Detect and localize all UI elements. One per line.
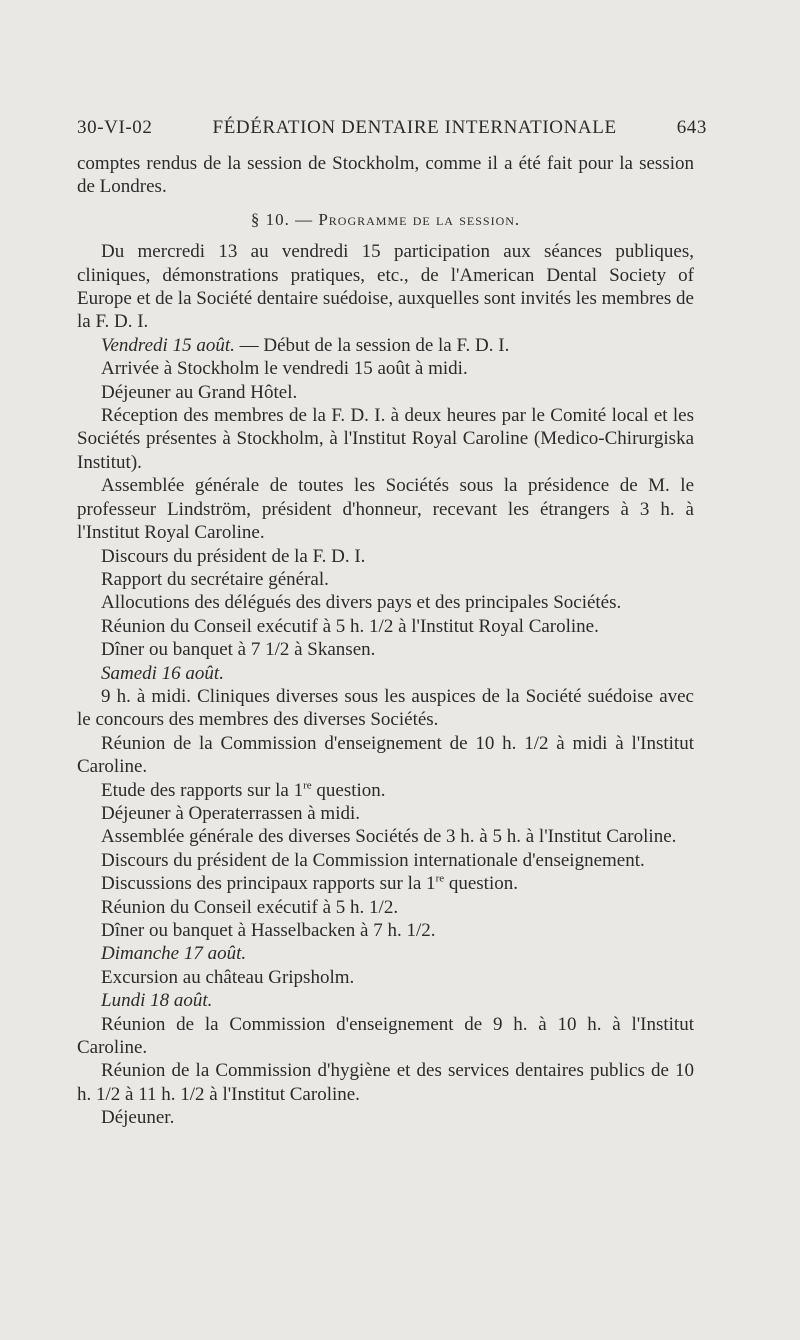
superscript: re (435, 872, 445, 885)
paragraph: Dîner ou banquet à 7 1/2 à Skansen. (101, 639, 376, 661)
day-heading-sunday: Dimanche 17 août. (101, 943, 247, 965)
superscript: re (303, 779, 312, 792)
day-heading-saturday: Samedi 16 août. (101, 662, 224, 684)
paragraph: Réunion de la Commission d'enseignement de 9 h. à 10 h. à l'Institut Caroline. (77, 1013, 694, 1059)
day-heading-rest: — Début de la session de la F. D. I. (234, 334, 510, 356)
day-heading-friday (77, 334, 694, 357)
paragraph: Discours du président de la F. D. I. (101, 545, 366, 567)
paragraph: Excursion au château Gripsholm. (101, 966, 355, 988)
header-title: FÉDÉRATION DENTAIRE INTERNATIONALE (212, 117, 617, 138)
paragraph: Déjeuner. (101, 1107, 175, 1129)
text-run: question. (311, 779, 386, 801)
paragraph: Du mercredi 13 au vendredi 15 participation aux séances publiques, cliniques, démonstrations pratiques, etc., de l'American Dental Society of Europe et de la Société dentaire suédoise, auxquelles sont invités les membres de la F. D. I. (77, 241, 694, 333)
text-run: Discussions des principaux rapports sur la 1 (101, 873, 436, 895)
paragraph: Arrivée à Stockholm le vendredi 15 août à midi. (101, 358, 468, 380)
paragraph: Rapport du secrétaire général. (101, 568, 329, 590)
paragraph: Assemblée générale de toutes les Sociétés sous la présidence de M. le professeur Lindström, président d'honneur, recevant les étrangers à 3 h. à l'Institut Royal Caroline. (77, 475, 694, 544)
header-date: 30-VI-02 (77, 117, 153, 138)
paragraph: Réunion de la Commission d'hygiène et des services dentaires publics de 10 h. 1/2 à 11 h. 1/2 à l'Institut Caroline. (77, 1060, 694, 1105)
paragraph (77, 779, 694, 802)
day-label: Vendredi 15 août. (101, 334, 235, 356)
section-heading: § 10. — Programme de la session. (250, 209, 521, 229)
paragraph: Réunion de la Commission d'enseignement de 10 h. 1/2 à midi à l'Institut Caroline. (77, 732, 694, 778)
paragraph: Assemblée générale des diverses Sociétés de 3 h. à 5 h. à l'Institut Caroline. (101, 826, 677, 848)
paragraph-intro: comptes rendus de la session de Stockholm, comme il a été fait pour la session de Londres. (77, 153, 694, 198)
paragraph: Allocutions des délégués des divers pays et des principales Sociétés. (101, 592, 622, 614)
paragraph (77, 872, 694, 895)
running-header (77, 117, 707, 139)
page-body (77, 152, 694, 1130)
paragraph: Discours du président de la Commission internationale d'enseignement. (101, 849, 645, 871)
paragraph: Réunion du Conseil exécutif à 5 h. 1/2 à l'Institut Royal Caroline. (101, 615, 599, 637)
paragraph: Dîner ou banquet à Hasselbacken à 7 h. 1/2. (101, 920, 436, 941)
text-run: question. (444, 873, 518, 895)
day-heading-monday: Lundi 18 août. (101, 990, 213, 1012)
paragraph: Déjeuner au Grand Hôtel. (101, 381, 298, 403)
page-number: 643 (676, 117, 707, 138)
paragraph: Réception des membres de la F. D. I. à deux heures par le Comité local et les Sociétés présentes à Stockholm, à l'Institut Royal Caroline (Medico-Chirurgiska Institut). (77, 405, 694, 473)
paragraph: 9 h. à midi. Cliniques diverses sous les auspices de la Société suédoise avec le concours des membres des diverses Sociétés. (77, 685, 694, 731)
paragraph: Réunion du Conseil exécutif à 5 h. 1/2. (101, 896, 399, 918)
paragraph: Déjeuner à Operaterrassen à midi. (101, 802, 361, 824)
text-run: Etude des rapports sur la 1 (101, 779, 304, 801)
